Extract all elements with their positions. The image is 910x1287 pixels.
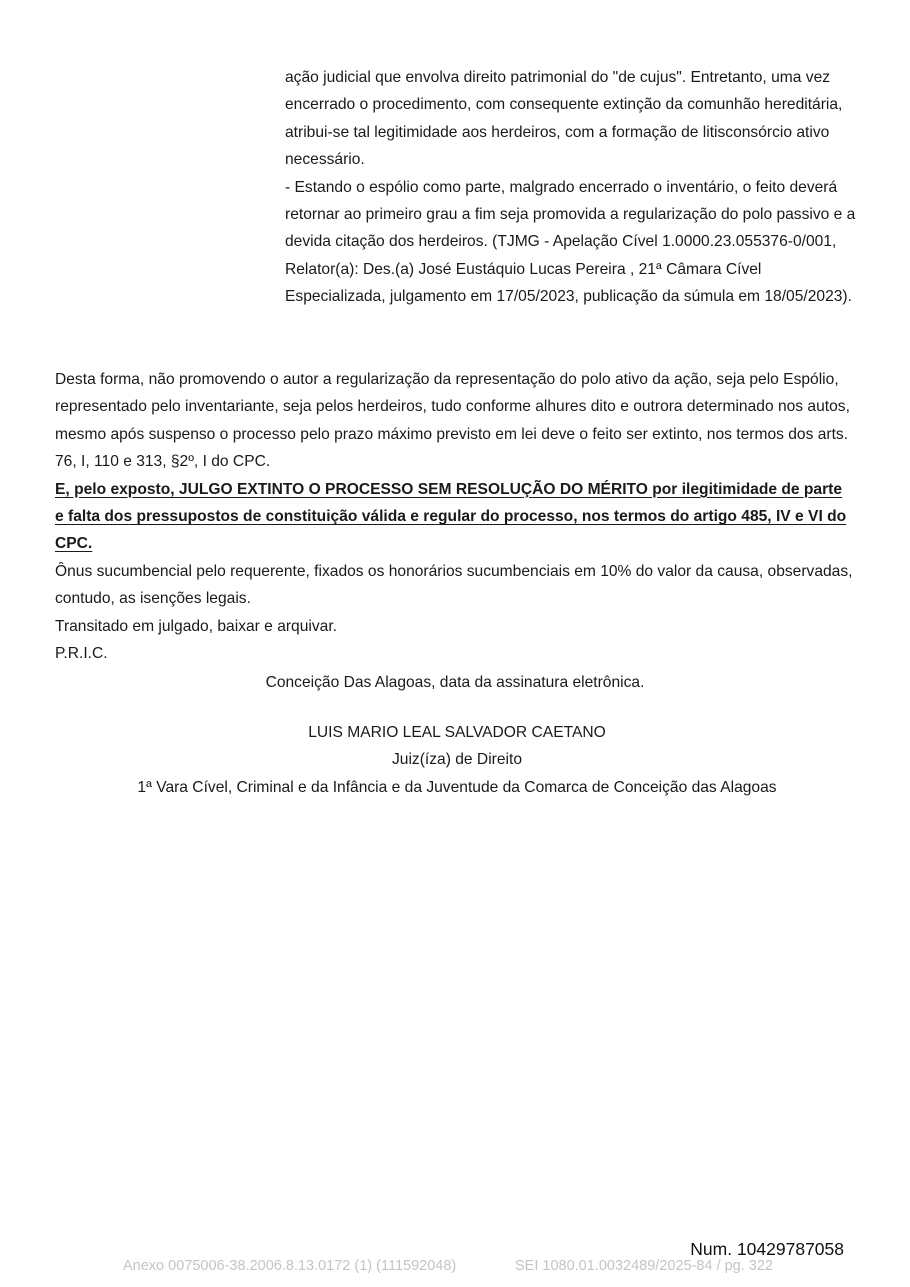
reasoning-paragraph: Desta forma, não promovendo o autor a regularização da representação do polo ativo da ação, seja pelo Espólio, representado pelo inventariante, seja pelos herdeiros, tudo conforme alhures dito e outrora determinado nos autos, mesmo após suspenso o processo pelo prazo máximo previsto em lei deve o feito ser extinto, nos termos dos arts. 76, I, 110 e 313, §2º, I do CPC. [55,371,850,471]
sei-stamp: SEI 1080.01.0032489/2025-84 / pg. 322 [515,1258,773,1274]
costs-paragraph: Ônus sucumbencial pelo requerente, fixados os honorários sucumbenciais em 10% do valor da causa, observadas, contudo, as isenções legais. [55,562,853,608]
judge-title: Juiz(íza) de Direito [392,751,522,769]
court-name: 1ª Vara Cível, Criminal e da Infância e da Juventude da Comarca de Conceição das Alagoas [137,778,777,796]
signature-block [0,719,910,801]
pric-paragraph: P.R.I.C. [55,645,108,663]
decision-body [55,366,855,667]
annex-stamp: Anexo 0075006-38.2006.8.13.0172 (1) (111592048) [123,1258,457,1274]
quote-paragraph-1: ação judicial que envolva direito patrimonial do "de cujus". Entretanto, uma vez encerrado o procedimento, com consequente extinção da comunhão hereditária, atribui-se tal legitimidade aos herdeiros, com a formação de litisconsórcio ativo necessário. [285,69,843,169]
judge-name: LUIS MARIO LEAL SALVADOR CAETANO [308,724,606,741]
document-number: Num. 10429787058 [690,1239,844,1259]
jurisprudence-quote [285,64,860,311]
archive-paragraph: Transitado em julgado, baixar e arquivar. [55,617,337,635]
verdict-paragraph [55,476,855,558]
place-date: Conceição Das Alagoas, data da assinatura eletrônica. [265,674,645,691]
quote-paragraph-2: - Estando o espólio como parte, malgrado encerrado o inventário, o feito deverá retornar ao primeiro grau a fim seja promovida a regularização do polo passivo e a devida citação dos herdeiros. (TJMG - Apelação Cível 1.0000.23.055376-0/001, Relator(a): Des.(a) José Eustáquio Lucas Pereira , 21ª Câmara Cível Especializada, julgamento em 17/05/2023, publicação da súmula em 18/05/2023). [285,178,856,306]
verdict-text: E, pelo exposto, JULGO EXTINTO O PROCESSO SEM RESOLUÇÃO DO MÉRITO por ilegitimidade de parte e falta dos pressupostos de constituição válida e regular do processo, nos termos do artigo 485, IV e VI do CPC. [55,480,847,553]
